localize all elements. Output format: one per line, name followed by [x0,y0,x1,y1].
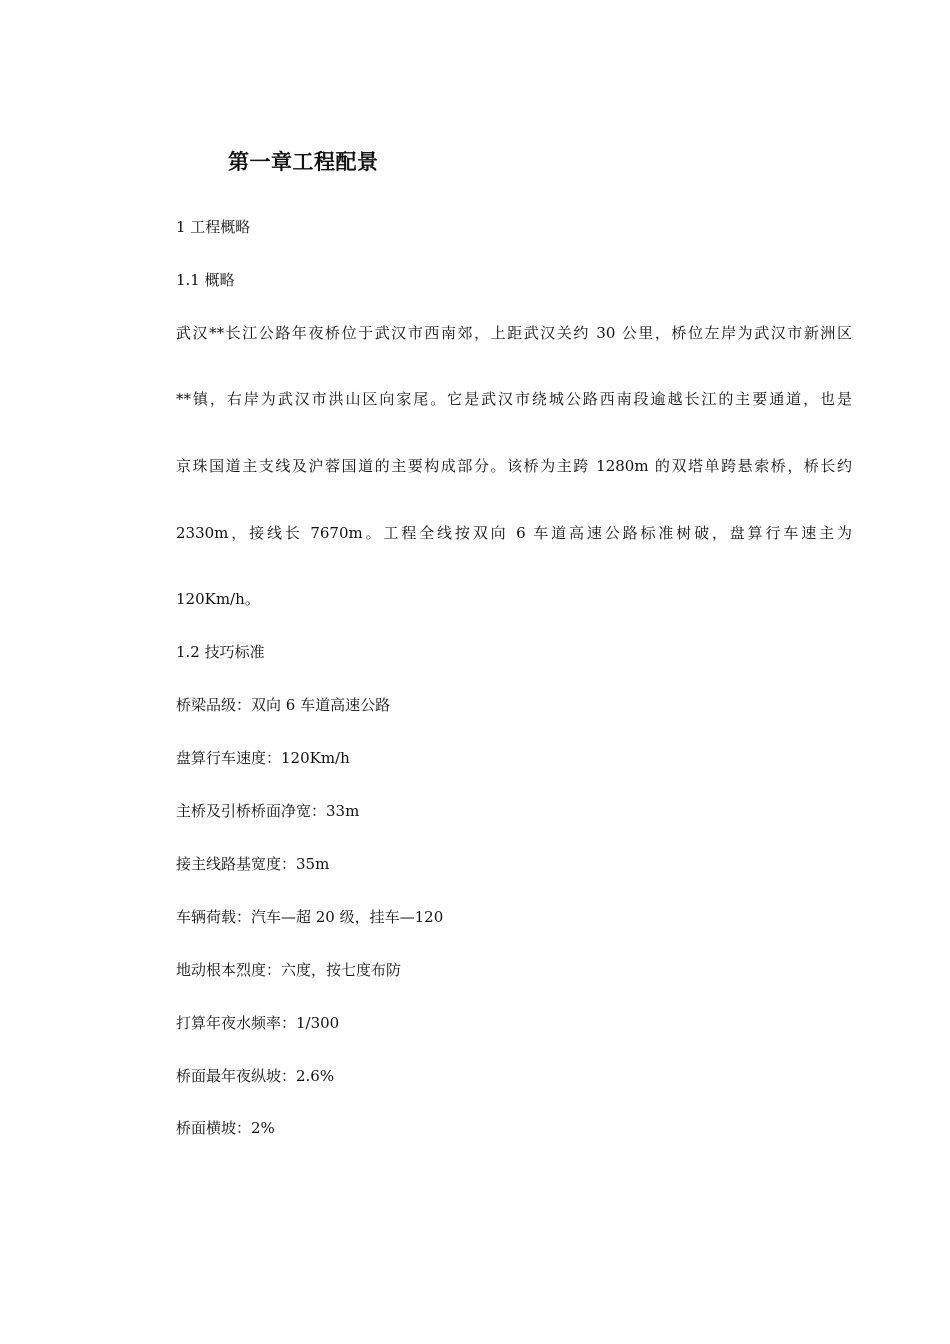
spec-item-deck-width: 主桥及引桥桥面净宽：33m [176,802,360,820]
spec-item-seismic: 地动根本烈度：六度，按七度布防 [176,961,402,979]
overview-line: 120Km/h。 [176,590,260,608]
spec-item-subgrade-width: 接主线路基宽度：35m [176,855,330,873]
section-heading-1-1: 1.1 概略 [176,271,235,289]
spec-item-flood-frequency: 打算年夜水频率：1/300 [176,1014,340,1032]
overview-line: 京珠国道主支线及沪蓉国道的主要构成部分。该桥为主跨 1280m 的双塔单跨悬索桥，桥长约 [176,457,852,475]
spec-item-longitudinal-slope: 桥面最年夜纵坡：2.6% [176,1067,335,1085]
spec-item-vehicle-load: 车辆荷载：汽车—超 20 级，挂车—120 [176,908,444,926]
section-heading-1: 1 工程概略 [176,218,251,236]
chapter-title: 第一章工程配景 [228,150,379,174]
spec-item-cross-slope: 桥面横坡：2% [176,1119,275,1137]
overview-line: 武汉**长江公路年夜桥位于武汉市西南郊，上距武汉关约 30 公里，桥位左岸为武汉市新洲区 [176,324,852,342]
overview-line: **镇，右岸为武汉市洪山区向家尾。它是武汉市绕城公路西南段逾越长江的主要通道，也是 [176,390,852,408]
overview-line: 2330m，接线长 7670m。工程全线按双向 6 车道高速公路标准树破，盘算行车速主为 [176,524,852,542]
section-heading-1-2: 1.2 技巧标准 [176,643,265,661]
spec-item-design-speed: 盘算行车速度：120Km/h [176,749,350,767]
spec-item-bridge-grade: 桥梁品级：双向 6 车道高速公路 [176,696,391,714]
